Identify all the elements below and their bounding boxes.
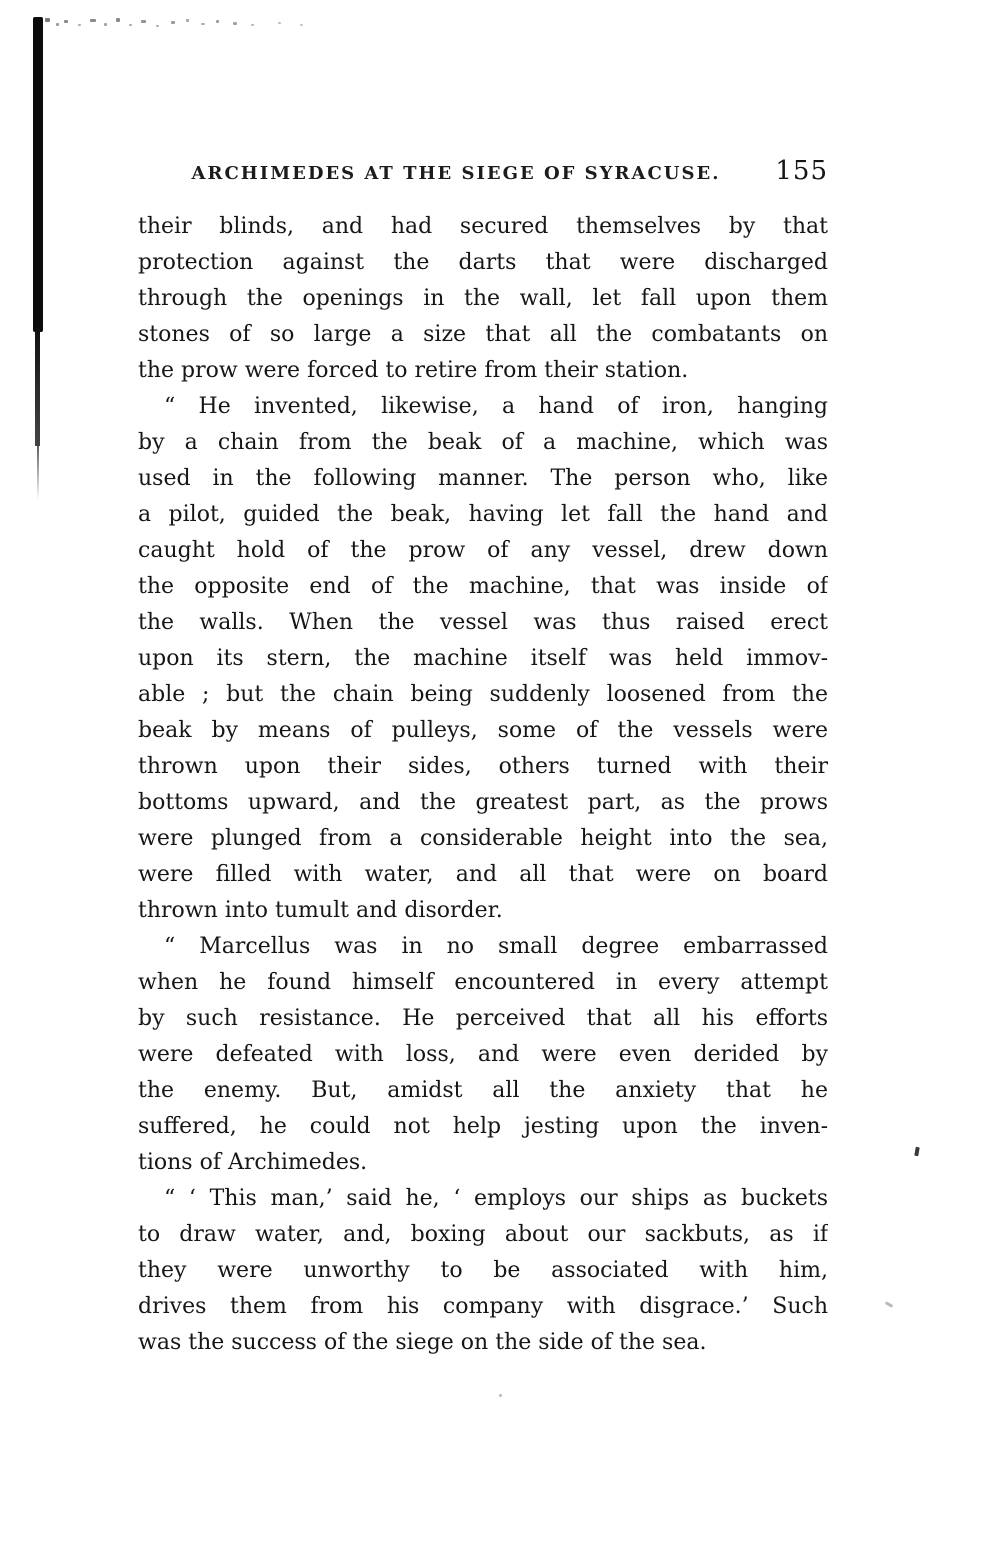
text-line: the walls. When the vessel was thus raised erect [138,610,828,635]
text-line: their blinds, and had secured themselves by that [138,214,828,239]
scan-binding-mark-fade [37,444,39,500]
page-header-title: ARCHIMEDES AT THE SIEGE OF SYRACUSE. [191,163,721,184]
text-line: was the success of the siege on the side of the sea. [138,1330,707,1355]
text-line: “ He invented, likewise, a hand of iron, hanging [164,394,828,419]
body-text [138,209,828,1361]
text-line: thrown upon their sides, others turned with their [138,754,828,779]
text-line: to draw water, and, boxing about our sackbuts, as if [138,1222,828,1247]
paragraph [138,929,828,1181]
page-number: 155 [775,156,828,186]
scan-binding-mark-taper [35,328,40,446]
text-line: the prow were forced to retire from their station. [138,358,689,383]
text-line: bottoms upward, and the greatest part, as the prows [138,790,828,815]
text-line: used in the following manner. The person who, like [138,466,828,491]
text-line: protection against the darts that were discharged [138,250,828,275]
text-line: by a chain from the beak of a machine, which was [138,430,828,455]
text-line: a pilot, guided the beak, having let fall the hand and [138,502,828,527]
text-line: beak by means of pulleys, some of the vessels were [138,718,828,743]
text-line: able ; but the chain being suddenly loosened from the [138,682,828,707]
text-line: caught hold of the prow of any vessel, drew down [138,538,828,563]
text-line: upon its stern, the machine itself was held immov- [138,646,828,671]
text-line: were plunged from a considerable height into the sea, [138,826,828,851]
text-line: “ ‘ This man,’ said he, ‘ employs our ships as buckets [164,1186,828,1211]
scan-artifact-scratch [885,1301,893,1308]
scan-binding-mark [33,17,43,332]
text-line: “ Marcellus was in no small degree embarrassed [164,934,828,959]
scan-artifact-tick [914,1147,920,1157]
running-head [138,156,828,190]
paragraph [138,1181,828,1361]
text-line: thrown into tumult and disorder. [138,898,503,923]
text-line: drives them from his company with disgrace.’ Such [138,1294,828,1319]
text-line: they were unworthy to be associated with him, [138,1258,828,1283]
text-line: when he found himself encountered in every attempt [138,970,828,995]
text-line: stones of so large a size that all the combatants on [138,322,828,347]
text-line: tions of Archimedes. [138,1150,368,1175]
text-line: suffered, he could not help jesting upon the inven- [138,1114,828,1139]
text-line: the enemy. But, amidst all the anxiety that he [138,1078,828,1103]
paragraph [138,389,828,929]
text-line: were filled with water, and all that were on board [138,862,828,887]
paragraph [138,209,828,389]
scan-artifact-dot [499,1394,502,1397]
text-line: were defeated with loss, and were even derided by [138,1042,828,1067]
text-line: the opposite end of the machine, that was inside of [138,574,828,599]
text-line: by such resistance. He perceived that all his efforts [138,1006,828,1031]
text-line: through the openings in the wall, let fall upon them [138,286,828,311]
